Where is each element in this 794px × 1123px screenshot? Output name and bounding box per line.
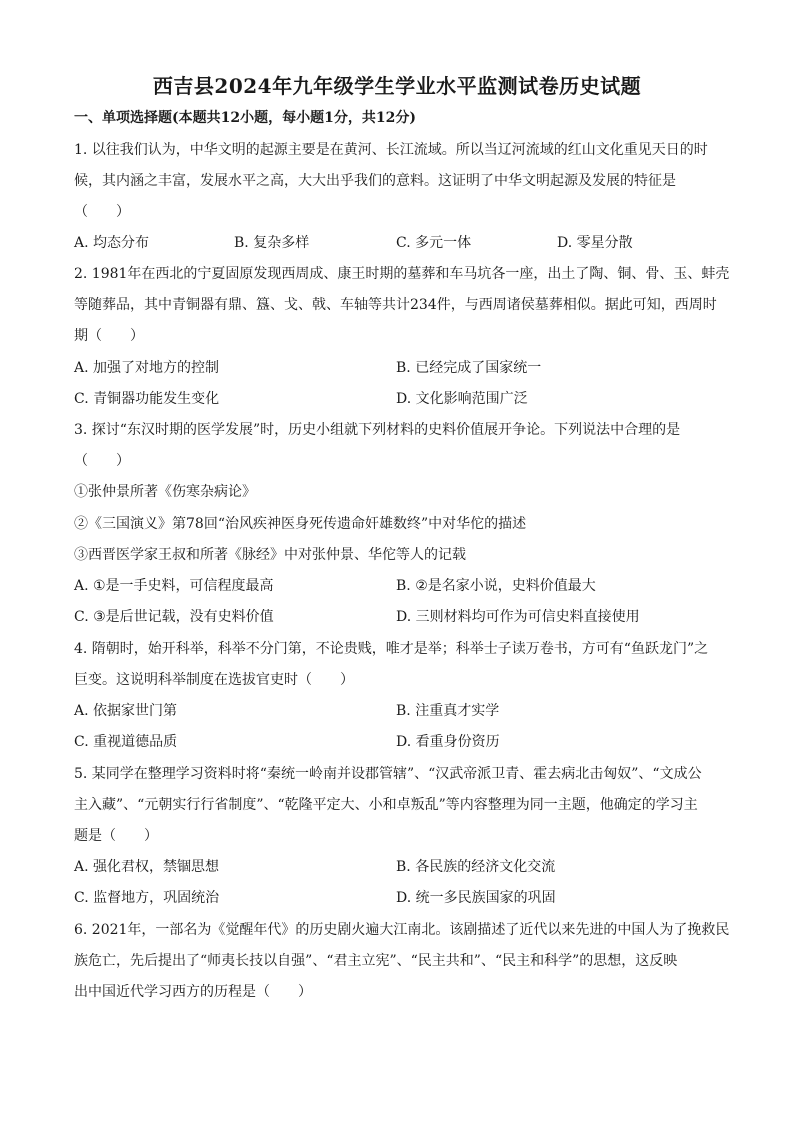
question-1-line-1: 1. 以往我们认为，中华文明的起源主要是在黄河、长江流域。所以当辽河流域的红山文化重见天日的时 (74, 142, 708, 158)
question-5-option-b: B. 各民族的经济文化交流 (396, 859, 556, 875)
question-4-option-c: C. 重视道德品质 (74, 734, 178, 750)
question-2-option-d: D. 文化影响范围广泛 (396, 391, 528, 407)
question-1-line-2: 候，其内涵之丰富，发展水平之高，大大出乎我们的意料。这证明了中华文明起源及发展的特征是 (74, 173, 676, 189)
question-5-option-a: A. 强化君权，禁锢思想 (74, 859, 220, 875)
question-2-option-b: B. 已经完成了国家统一 (396, 360, 542, 376)
question-2-option-a: A. 加强了对地方的控制 (74, 360, 220, 376)
question-1-option-a: A. 均态分布 (74, 235, 150, 251)
question-3-line-1: 3. 探讨“东汉时期的医学发展”时，历史小组就下列材料的史料价值展开争论。下列说法中合理的是 (74, 422, 681, 438)
question-4-line-2: 巨变。这说明科举制度在选拔官吏时（ ） (74, 672, 354, 688)
question-4-line-1: 4. 隋朝时，始开科举，科举不分门第，不论贵贱，唯才是举；科举士子读万卷书，方可有“鱼跃龙门”之 (74, 641, 709, 657)
question-5-line-2: 主入藏”、“元朝实行行省制度”、“乾隆平定大、小和卓叛乱”等内容整理为同一主题，他确定的学习主 (74, 797, 698, 813)
question-3-option-a: A. ①是一手史料，可信程度最高 (74, 578, 274, 594)
section-heading: 一、单项选择题(本题共12小题，每小题1分，共12分) (74, 110, 416, 126)
question-5-option-c: C. 监督地方，巩固统治 (74, 890, 220, 906)
question-6-line-1: 6. 2021年，一部名为《觉醒年代》的历史剧火遍大江南北。该剧描述了近代以来先进的中国人为了挽救民 (74, 922, 730, 938)
question-1-option-d: D. 零星分散 (557, 235, 633, 251)
question-1-option-c: C. 多元一体 (396, 235, 472, 251)
question-3-option-d: D. 三则材料均可作为可信史料直接使用 (396, 609, 640, 625)
question-2-line-1: 2. 1981年在西北的宁夏固原发现西周成、康王时期的墓葬和车马坑各一座，出土了陶、铜、骨、玉、蚌壳 (74, 266, 730, 282)
question-1-line-3: （ ） (74, 204, 130, 220)
question-5-line-3: 题是（ ） (74, 828, 158, 844)
question-5-option-d: D. 统一多民族国家的巩固 (396, 890, 556, 906)
question-2-line-3: 期（ ） (74, 328, 144, 344)
question-3-material-3: ③西晋医学家王叔和所著《脉经》中对张仲景、华佗等人的记载 (74, 547, 466, 563)
question-3-option-b: B. ②是名家小说，史料价值最大 (396, 578, 596, 594)
question-3-option-c: C. ③是后世记载，没有史料价值 (74, 609, 274, 625)
question-6-line-3: 出中国近代学习西方的历程是（ ） (74, 984, 312, 1000)
question-2-option-c: C. 青铜器功能发生变化 (74, 391, 220, 407)
question-4-option-a: A. 依据家世门第 (74, 703, 178, 719)
question-3-material-2: ②《三国演义》第78回“治风疾神医身死传遗命奸雄数终”中对华佗的描述 (74, 516, 527, 532)
question-2-line-2: 等随葬品，其中青铜器有鼎、簋、戈、戟、车轴等共计234件，与西周诸侯墓葬相似。据此可知，西周时 (74, 297, 717, 313)
exam-title: 西吉县2024年九年级学生学业水平监测试卷历史试题 (152, 74, 642, 98)
question-1-option-b: B. 复杂多样 (234, 235, 310, 251)
question-4-option-b: B. 注重真才实学 (396, 703, 500, 719)
question-6-line-2: 族危亡，先后提出了“师夷长技以自强”、“君主立宪”、“民主共和”、“民主和科学”的思想，这反映 (74, 953, 678, 969)
question-3-line-2: （ ） (74, 453, 130, 469)
question-4-option-d: D. 看重身份资历 (396, 734, 500, 750)
question-5-line-1: 5. 某同学在整理学习资料时将“秦统一岭南并设郡管辖”、“汉武帝派卫青、霍去病北击匈奴”、“文成公 (74, 766, 702, 782)
question-3-material-1: ①张仲景所著《伤寒杂病论》 (74, 484, 256, 500)
